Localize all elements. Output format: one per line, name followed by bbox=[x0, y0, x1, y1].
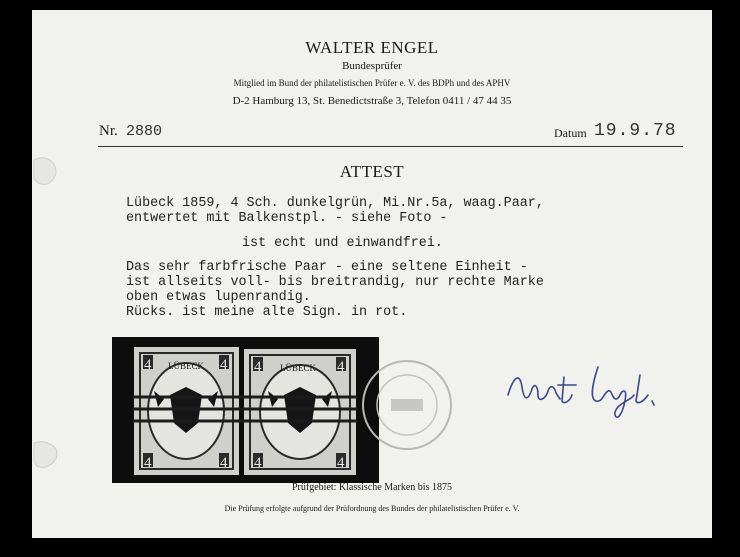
examiner-seal bbox=[357, 355, 457, 455]
stamp-right-denom-br: 4 bbox=[337, 455, 345, 471]
stamp-right-denom-tl: 4 bbox=[254, 359, 262, 375]
body-line: Das sehr farbfrische Paar - eine seltene Einheit - bbox=[126, 260, 528, 275]
stamp-left-denom-br: 4 bbox=[220, 455, 228, 471]
stamp-left bbox=[132, 347, 242, 475]
certificate-sheet bbox=[32, 10, 712, 538]
membership-line: Mitglied im Bund der philatelistischen Prüfer e. V. des BDPh und des APHV bbox=[233, 78, 511, 88]
stamp-right-denom-bl: 4 bbox=[254, 455, 262, 471]
body-line: Rücks. ist meine alte Sign. in rot. bbox=[126, 305, 408, 320]
stamp-left-denom-bl: 4 bbox=[144, 455, 152, 471]
header-rule bbox=[98, 146, 683, 147]
examiner-signature bbox=[502, 355, 672, 425]
body-line: oben etwas lupenrandig. bbox=[126, 290, 311, 305]
stamp-right-city: LÜBECK bbox=[280, 363, 316, 373]
stamp-pair-photo bbox=[112, 337, 379, 483]
body-line: entwertet mit Balkenstpl. - siehe Foto - bbox=[126, 211, 448, 226]
examiner-name: WALTER ENGEL bbox=[305, 38, 439, 57]
datum-label: Datum bbox=[554, 126, 587, 140]
footer-note: Die Prüfung erfolgte aufgrund der Prüfordnung des Bundes der philatelistischen Prüfer e. V. bbox=[224, 504, 520, 513]
address-line: D-2 Hamburg 13, St. Benedictstraße 3, Telefon 0411 / 47 44 35 bbox=[232, 95, 512, 107]
nr-label: Nr. bbox=[99, 123, 118, 139]
stamp-right-denom-tr: 4 bbox=[337, 359, 345, 375]
attest-heading: ATTEST bbox=[339, 162, 405, 181]
stamp-left-denom-tr: 4 bbox=[220, 357, 228, 373]
pruefgebiet-line: Prüfgebiet: Klassische Marken bis 1875 bbox=[292, 482, 452, 493]
body-line: ist echt und einwandfrei. bbox=[242, 236, 443, 251]
stamp-left-city: LÜBECK bbox=[168, 361, 204, 371]
stamp-right bbox=[242, 349, 358, 475]
nr-value: 2880 bbox=[126, 123, 163, 140]
hinge-mark-bottom bbox=[32, 435, 62, 475]
body-line: ist allseits voll- bis breitrandig, nur rechte Marke bbox=[126, 275, 544, 290]
examiner-title: Bundesprüfer bbox=[342, 60, 402, 72]
stamp-left-denom-tl: 4 bbox=[144, 357, 152, 373]
body-line: Lübeck 1859, 4 Sch. dunkelgrün, Mi.Nr.5a, waag.Paar, bbox=[126, 196, 544, 211]
datum-value: 19.9.78 bbox=[594, 121, 677, 141]
